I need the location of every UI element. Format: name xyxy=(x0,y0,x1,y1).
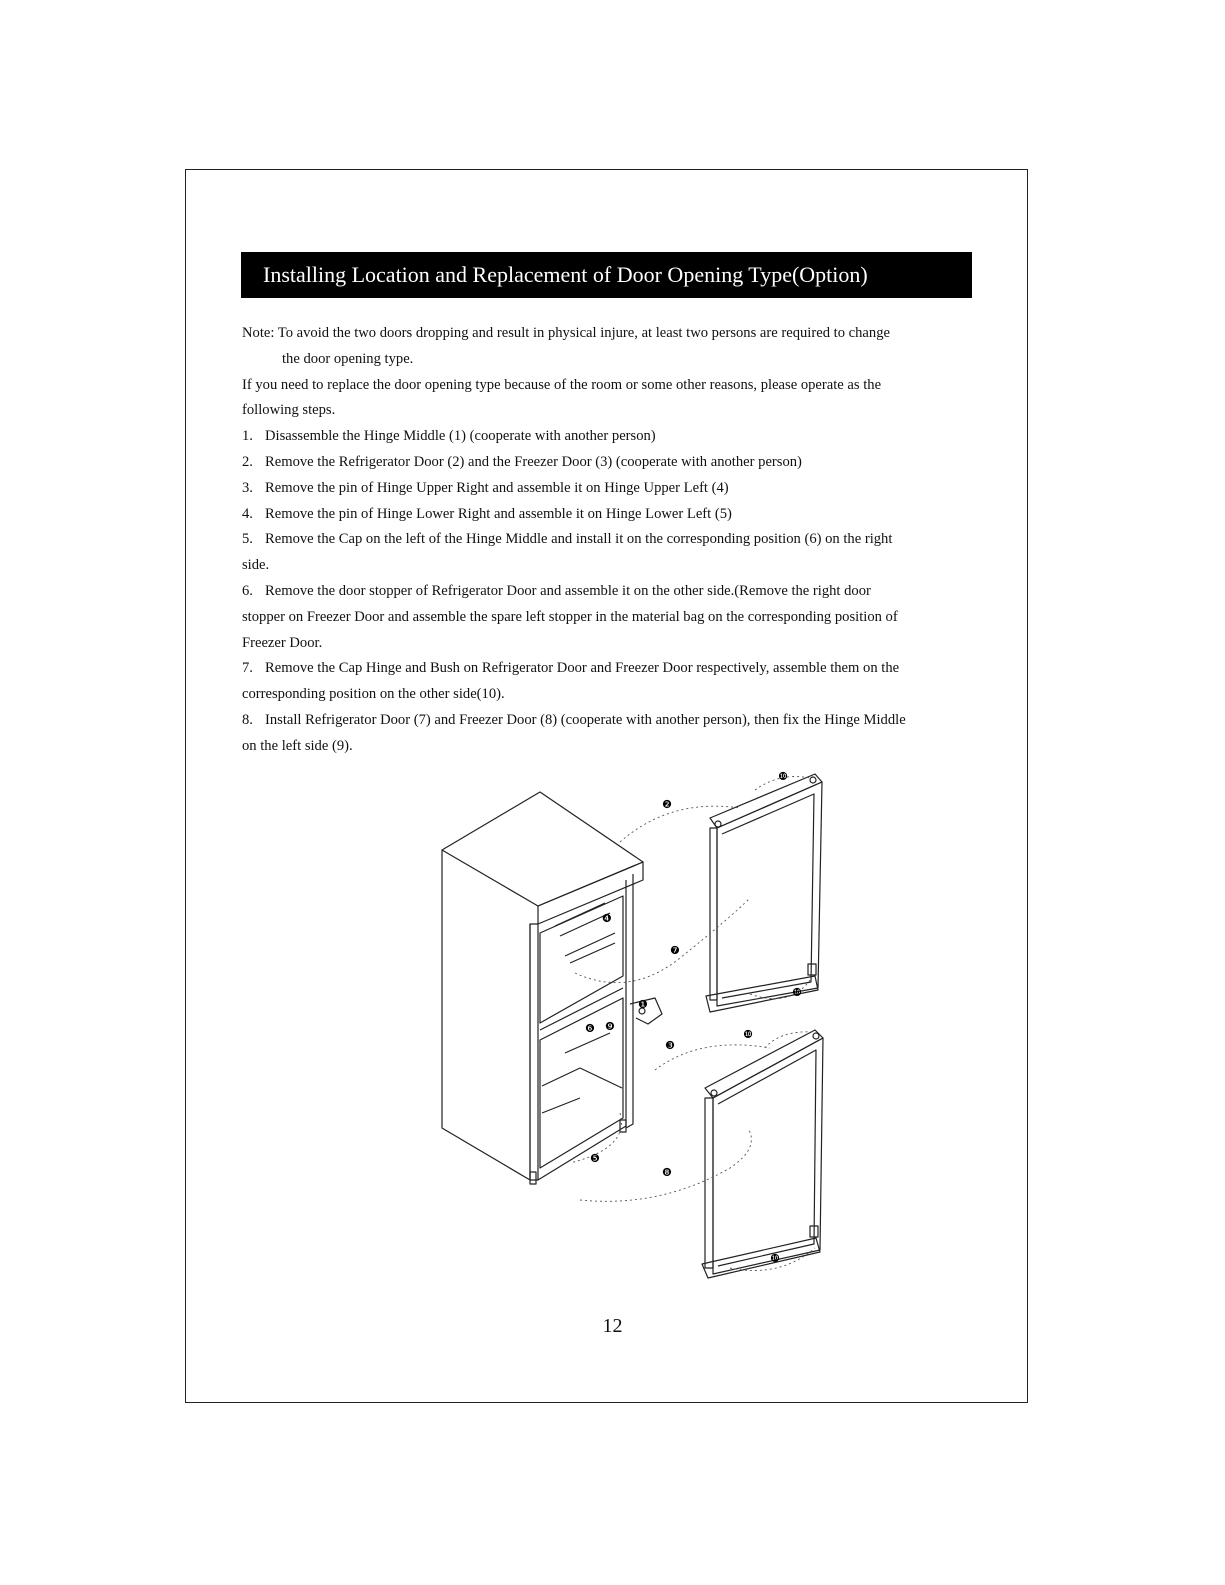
callout-4: ❹ xyxy=(602,912,612,925)
note-line: the door opening type. xyxy=(282,350,414,367)
step-number: 8. xyxy=(242,711,253,728)
step-8 xyxy=(242,708,977,734)
step-text: Remove the door stopper of Refrigerator Door and assemble it on the other side.(Remove the right door xyxy=(265,582,871,599)
step-2 xyxy=(242,450,977,476)
step-number: 5. xyxy=(242,531,253,548)
step-number: 7. xyxy=(242,660,253,677)
step-number: 6. xyxy=(242,582,253,599)
callout-2: ❷ xyxy=(662,798,672,811)
section-title xyxy=(241,252,972,298)
callout-9: ❾ xyxy=(605,1020,615,1033)
callout-8: ❽ xyxy=(662,1166,672,1179)
refrigerator-cabinet xyxy=(442,792,662,1184)
instructions-text xyxy=(242,321,977,760)
step-7 xyxy=(242,656,977,682)
intro-line: If you need to replace the door opening type because of the room or some other reasons, please operate as the xyxy=(242,376,882,393)
step-text: Remove the Cap on the left of the Hinge Middle and install it on the corresponding position (6) on the right xyxy=(265,531,893,548)
step-6-cont: stopper on Freezer Door and assemble the spare left stopper in the material bag on the corresponding position of xyxy=(242,608,898,625)
callout-6: ❻ xyxy=(585,1022,595,1035)
step-5 xyxy=(242,527,977,553)
note-line: Note: To avoid the two doors dropping and result in physical injure, at least two persons are required to change xyxy=(242,325,890,341)
step-text: Disassemble the Hinge Middle (1) (cooperate with another person) xyxy=(265,428,656,445)
step-6-cont: Freezer Door. xyxy=(242,634,323,651)
door-reversal-diagram xyxy=(430,768,840,1288)
callout-7: ❼ xyxy=(670,944,680,957)
step-5-cont: side. xyxy=(242,557,270,574)
step-6 xyxy=(242,579,977,605)
callout-10: ❿ xyxy=(770,1252,780,1265)
callout-5: ❺ xyxy=(590,1152,600,1165)
step-text: Install Refrigerator Door (7) and Freezer Door (8) (cooperate with another person), then fix the Hinge Middle xyxy=(265,711,906,728)
freezer-door xyxy=(702,1030,823,1278)
step-number: 1. xyxy=(242,428,253,445)
step-text: Remove the Cap Hinge and Bush on Refrigerator Door and Freezer Door respectively, assemble them on the xyxy=(265,660,900,677)
step-7-cont: corresponding position on the other side(10). xyxy=(242,686,505,703)
callout-10: ❿ xyxy=(778,770,788,783)
intro-line: following steps. xyxy=(242,402,336,419)
step-text: Remove the pin of Hinge Upper Right and assemble it on Hinge Upper Left (4) xyxy=(265,479,729,496)
callout-1: ❶ xyxy=(638,998,648,1011)
step-text: Remove the pin of Hinge Lower Right and assemble it on Hinge Lower Left (5) xyxy=(265,505,732,522)
step-number: 2. xyxy=(242,453,253,470)
step-3 xyxy=(242,476,977,502)
step-1 xyxy=(242,424,977,450)
callout-10: ❿ xyxy=(792,986,802,999)
step-8-cont: on the left side (9). xyxy=(242,737,353,754)
step-number: 4. xyxy=(242,505,253,522)
page-number: 12 xyxy=(602,1315,623,1337)
step-4 xyxy=(242,502,977,528)
step-number: 3. xyxy=(242,479,253,496)
step-text: Remove the Refrigerator Door (2) and the Freezer Door (3) (cooperate with another person) xyxy=(265,453,802,470)
callout-10: ❿ xyxy=(743,1028,753,1041)
section-title-text: Installing Location and Replacement of Door Opening Type(Option) xyxy=(263,262,868,287)
callout-3: ❸ xyxy=(665,1039,675,1052)
refrigerator-door xyxy=(706,774,822,1012)
